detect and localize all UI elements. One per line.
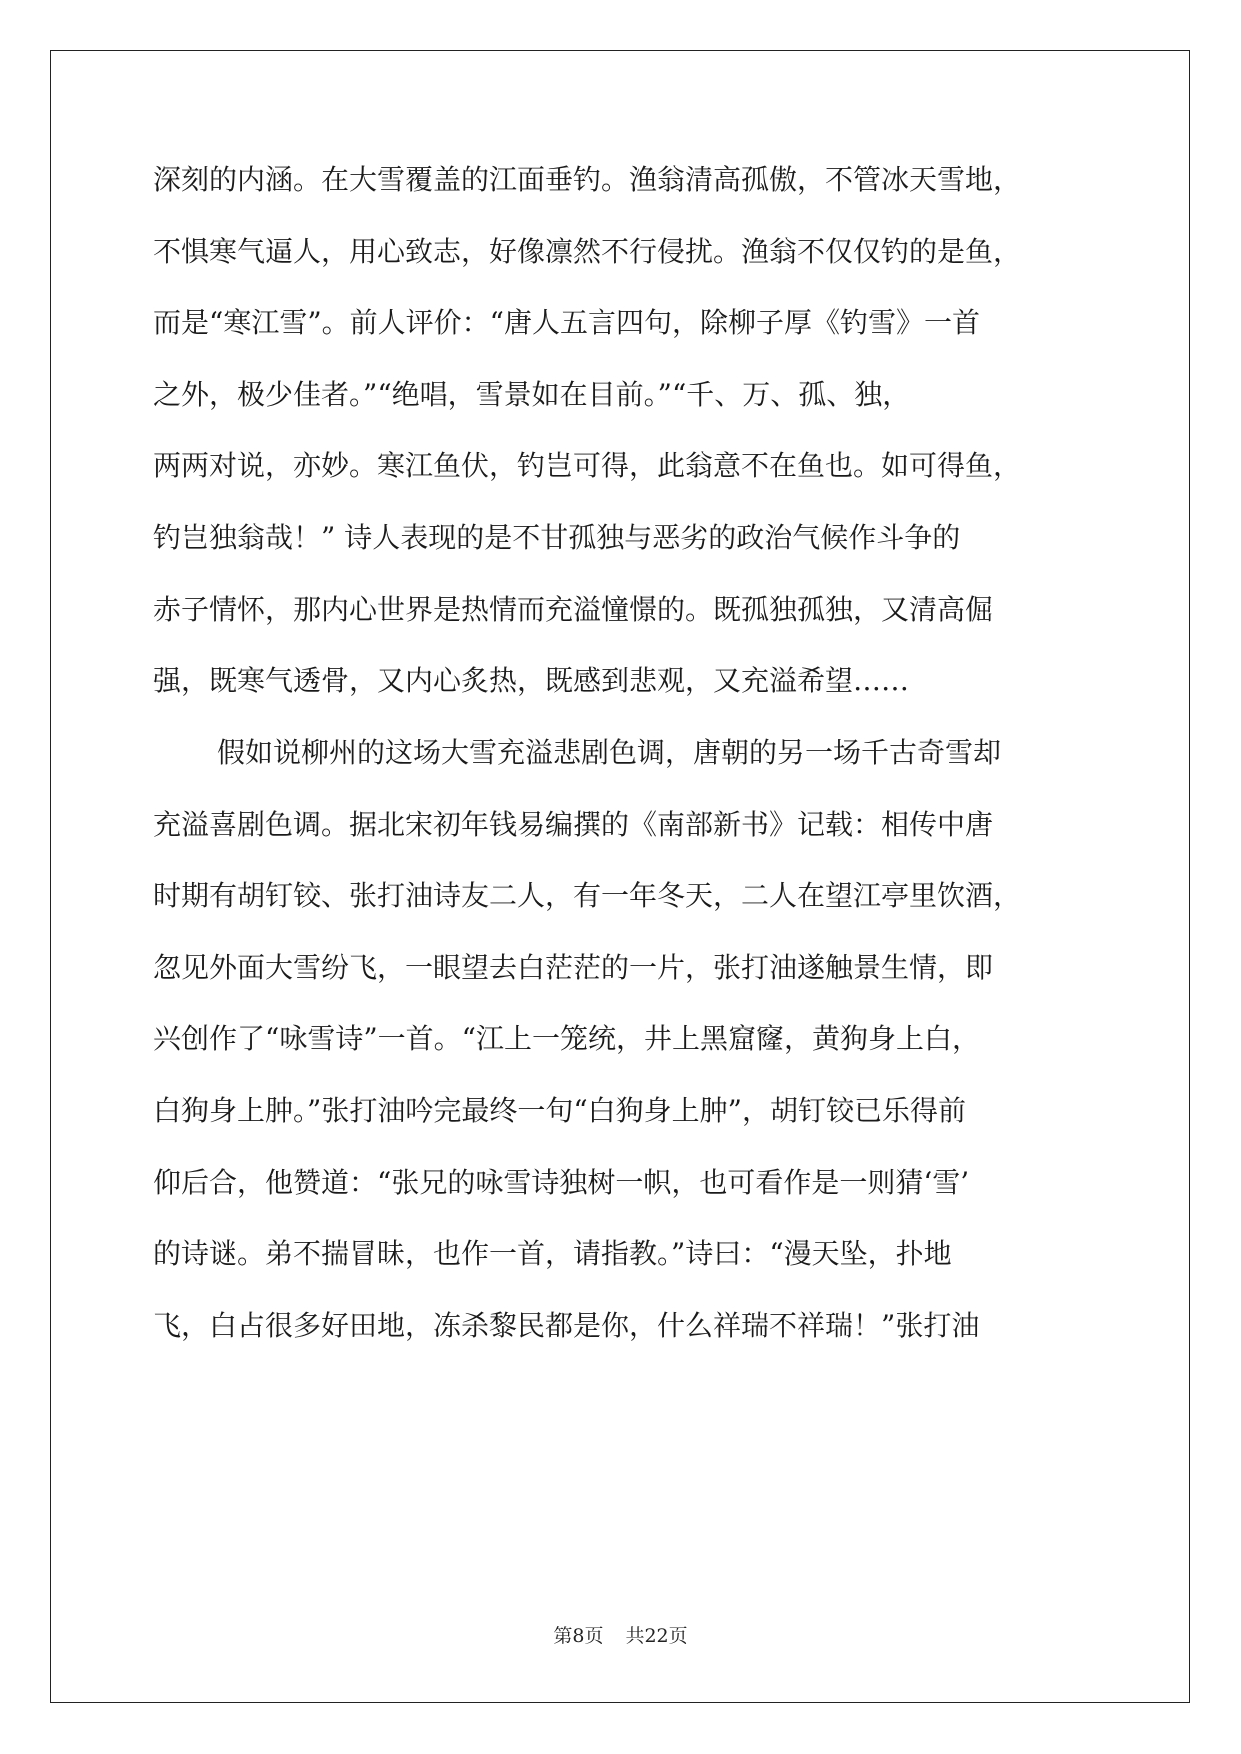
body-line: 不惧寒气逼人，用心致志，好像凛然不行侵扰。渔翁不仅仅钓的是鱼， <box>153 235 1022 268</box>
body-line: 强，既寒气透骨，又内心炙热，既感到悲观，又充溢希望…… <box>153 664 910 697</box>
paragraph-start-line: 假如说柳州的这场大雪充溢悲剧色调，唐朝的另一场千古奇雪却 <box>217 736 1002 769</box>
body-line: 忽见外面大雪纷飞，一眼望去白茫茫的一片，张打油遂触景生情，即 <box>153 951 994 984</box>
body-line: 深刻的内涵。在大雪覆盖的江面垂钓。渔翁清高孤傲，不管冰天雪地， <box>153 163 1022 196</box>
body-line: 赤子情怀，那内心世界是热情而充溢憧憬的。既孤独孤独，又清高倔 <box>153 593 994 626</box>
body-line: 白狗身上肿。”张打油吟完最终一句“白狗身上肿”，胡钉铰已乐得前 <box>153 1094 966 1127</box>
body-line: 时期有胡钉铰、张打油诗友二人，有一年冬天，二人在望江亭里饮酒， <box>153 879 1022 912</box>
body-line: 兴创作了“咏雪诗”一首。“江上一笼统，井上黑窟窿，黄狗身上白， <box>153 1022 980 1055</box>
body-line: 充溢喜剧色调。据北宋初年钱易编撰的《南部新书》记载：相传中唐 <box>153 808 994 841</box>
body-line: 仰后合，他赞道：“张兄的咏雪诗独树一帜，也可看作是一则猜‘雪’ <box>153 1166 970 1199</box>
body-line: 钓岂独翁哉！” 诗人表现的是不甘孤独与恶劣的政治气候作斗争的 <box>153 521 961 554</box>
page-total: 共22页 <box>625 1625 688 1647</box>
page-number: 第8页 <box>553 1625 604 1647</box>
body-line: 两两对说，亦妙。寒江鱼伏，钓岂可得，此翁意不在鱼也。如可得鱼， <box>153 449 1022 482</box>
body-line: 之外，极少佳者。”“绝唱，雪景如在目前。”“千、万、孤、独， <box>153 378 911 411</box>
body-line: 飞，白占很多好田地，冻杀黎民都是你，什么祥瑞不祥瑞！”张打油 <box>153 1309 980 1342</box>
page-footer <box>0 1624 1241 1648</box>
body-line: 的诗谜。弟不揣冒昧，也作一首，请指教。”诗曰：“漫天坠，扑地 <box>153 1237 952 1270</box>
body-line: 而是“寒江雪”。前人评价：“唐人五言四句，除柳子厚《钓雪》一首 <box>153 306 980 339</box>
